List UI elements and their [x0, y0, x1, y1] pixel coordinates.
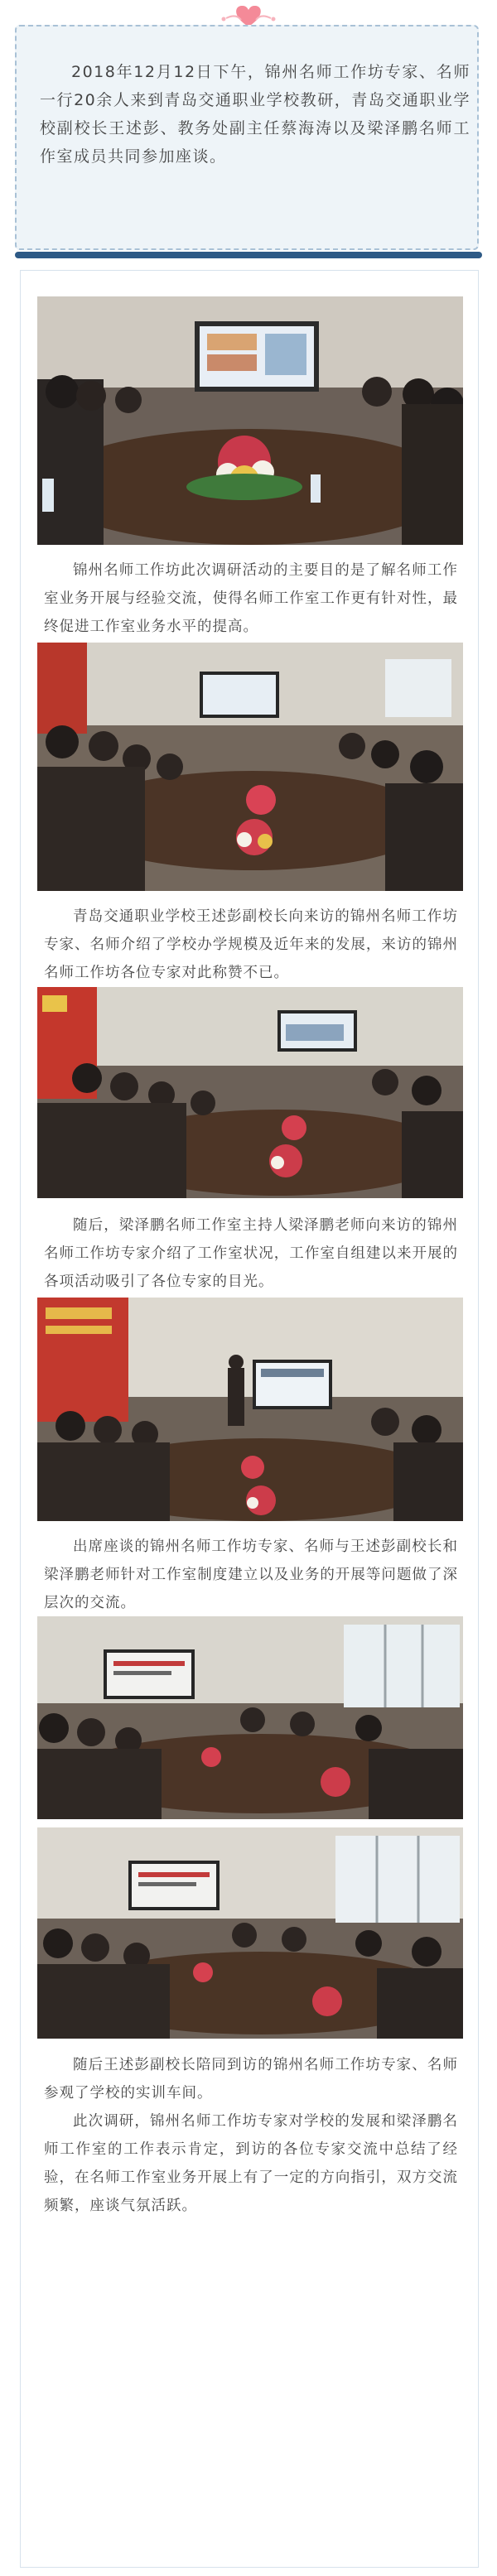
paragraph-text: 此次调研，锦州名师工作坊专家对学校的发展和梁泽鹏名师工作室的工作表示肯定，到访的各位专家交流中总结了经验，在名师工作室业务开展上有了一定的方向指引，双方交流频繁，座谈气氛活跃。 — [44, 2113, 458, 2214]
meeting-photo-1 — [37, 296, 463, 545]
paragraph-1 — [44, 556, 458, 641]
paragraph-text: 随后，梁泽鹏名师工作室主持人梁泽鹏老师向来访的锦州名师工作坊专家介绍了工作室状况，工作室自组建以来开展的各项活动吸引了各位专家的目光。 — [44, 1217, 458, 1290]
paragraph-text: 出席座谈的锦州名师工作坊专家、名师与王述彭副校长和梁泽鹏老师针对工作室制度建立以及业务的开展等问题做了深层次的交流。 — [44, 1538, 458, 1611]
paragraph-text: 随后王述彭副校长陪同到访的锦州名师工作坊专家、名师参观了学校的实训车间。 — [44, 2057, 458, 2102]
meeting-photo-4 — [37, 1298, 463, 1521]
paragraph-text: 锦州名师工作坊此次调研活动的主要目的是了解名师工作室业务开展与经验交流，使得名师工作室工作更有针对性，最终促进工作室业务水平的提高。 — [44, 562, 458, 635]
meeting-photo-3 — [37, 987, 463, 1198]
intro-card — [15, 25, 479, 250]
intro-divider-bar — [15, 252, 482, 258]
meeting-photo-5 — [37, 1616, 463, 1819]
paragraph-3 — [44, 1211, 458, 1296]
meeting-photo-2 — [37, 643, 463, 891]
intro-text: 2018年12月12日下午，锦州名师工作坊专家、名师一行20余人来到青岛交通职业学校教研，青岛交通职业学校副校长王述彭、教务处副主任蔡海涛以及梁泽鹏名师工作室成员共同参加座谈。 — [40, 63, 470, 166]
paragraph-text: 青岛交通职业学校王述彭副校长向来访的锦州名师工作坊专家、名师介绍了学校办学规模及近年来的发展，来访的锦州名师工作坊各位专家对此称赞不已。 — [44, 908, 458, 981]
content-card — [20, 270, 479, 2568]
meeting-photo-6 — [37, 1827, 463, 2039]
paragraph-4 — [44, 1533, 458, 1617]
paragraph-5 — [44, 2051, 458, 2220]
paragraph-2 — [44, 903, 458, 987]
